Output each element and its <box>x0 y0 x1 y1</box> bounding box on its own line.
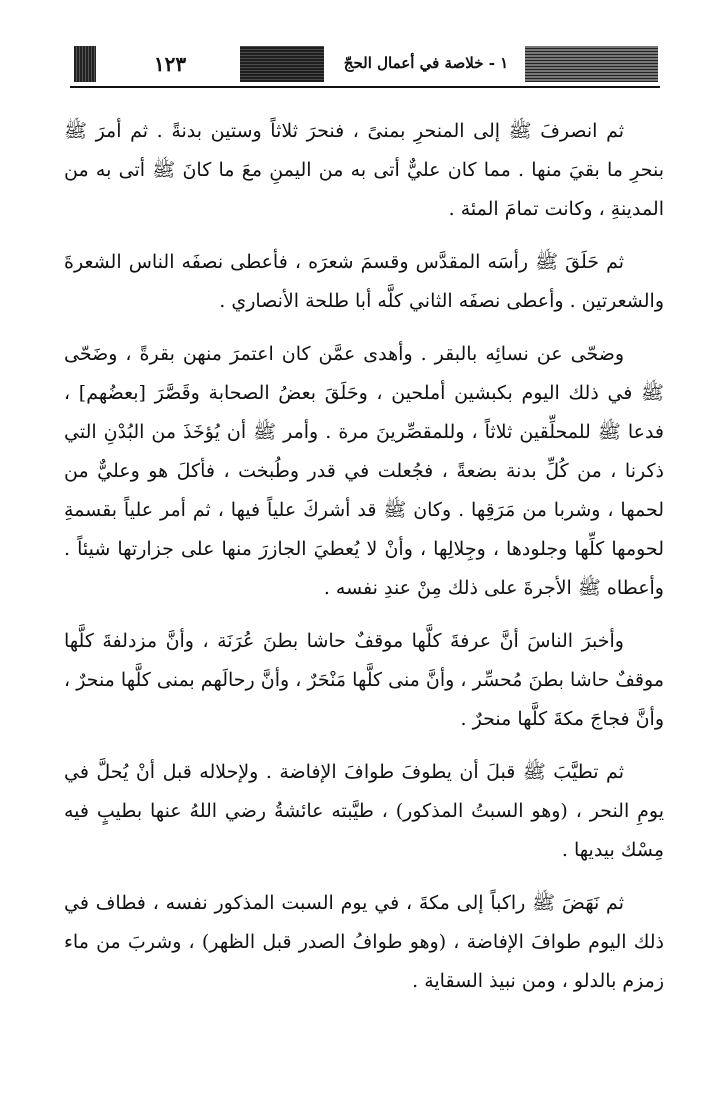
running-title: ١ - خلاصة في أعمال الحجّ <box>343 54 509 72</box>
paragraph-nahr: ثم انصرفَ ﷺ إلى المنحرِ بمنىً ، فنحرَ ثلاثاً وستين بدنةً . ثم أمرَ ﷺ بنحرِ ما بقيَ منها . مما كان عليٌّ أتى به من اليمنِ معَ ما كانَ ﷺ أتى به من المدينةِ ، وكانت تمامَ المئة . <box>64 120 664 220</box>
paragraph-udhiya: وضحّى عن نسائِه بالبقر . وأهدى عمَّن كان اعتمرَ منهن بقرةً ، وضَحّى ﷺ في ذلك اليوم بكبشين أملحين ، وحَلَقَ بعضُ الصحابة وقَصَّرَ [بعضُهم] ، فدعا ﷺ للمحلِّقين ثلاثاً ، وللمقصِّرينَ مرة . وأمر ﷺ أن يُؤخَذَ من البُدْنِ التي ذكرنا ، من كُلِّ بدنة بضعةً ، فجُعلت في قدر وطُبخت ، فأكلَ هو وعليٌّ من لحمها ، وشربا من مَرَقِها . وكان ﷺ قد أشركَ علياً فيها ، ثم أمر علياً بقسمةِ لحومها كلِّها وجلودها ، وجِلالِها ، وأنْ لا يُعطيَ الجازرَ منها على جزارتها شيئاً . وأعطاه ﷺ الأجرةَ على ذلك مِنْ عندِ نفسه . <box>64 343 664 599</box>
page-body <box>64 112 664 1015</box>
paragraph-ifada: ثم نَهَضَ ﷺ راكباً إلى مكةَ ، في يوم السبت المذكور نفسه ، فطاف في ذلك اليوم طوافَ الإفاضة ، (وهو طوافُ الصدر قبل الظهر) ، وشربَ من ماء زمزم بالدلو ، ومن نبيذ السقاية . <box>64 892 664 992</box>
header-decoration-middle <box>240 46 324 82</box>
paragraph-tib: ثم تطيَّبَ ﷺ قبلَ أن يطوفَ طوافَ الإفاضة . ولإحلاله قبل أنْ يُحلَّ في يومِ النحر ، (وهو السبتُ المذكور) ، طيَّبته عائشةُ رضي اللهُ عنها بطيبٍ فيه مِسْك بيديها . <box>64 761 664 861</box>
header-rule <box>70 86 660 88</box>
paragraph-mawqif: وأخبرَ الناسَ أنَّ عرفةَ كلَّها موقفٌ حاشا بطنَ عُرَنَة ، وأنَّ مزدلفةَ كلَّها موقفٌ حاشا بطنَ مُحسِّر ، وأنَّ منى كلَّها مَنْحَرٌ ، وأنَّ رحالَهم بمنى كلَّها منحرٌ ، وأنَّ فجاجَ مكةَ كلَّها منحرٌ . <box>64 630 664 730</box>
paragraph-halq: ثم حَلَقَ ﷺ رأسَه المقدَّس وقسمَ شعرَه ، فأعطى نصفَه الناس الشعرةَ والشعرتين . وأعطى نصفَه الثاني كلَّه أبا طلحة الأنصاري . <box>64 251 664 312</box>
header-decoration-right <box>525 46 658 82</box>
page-header <box>70 38 660 88</box>
page-number: ١٢٣ <box>153 52 187 76</box>
header-decoration-left <box>74 46 96 82</box>
